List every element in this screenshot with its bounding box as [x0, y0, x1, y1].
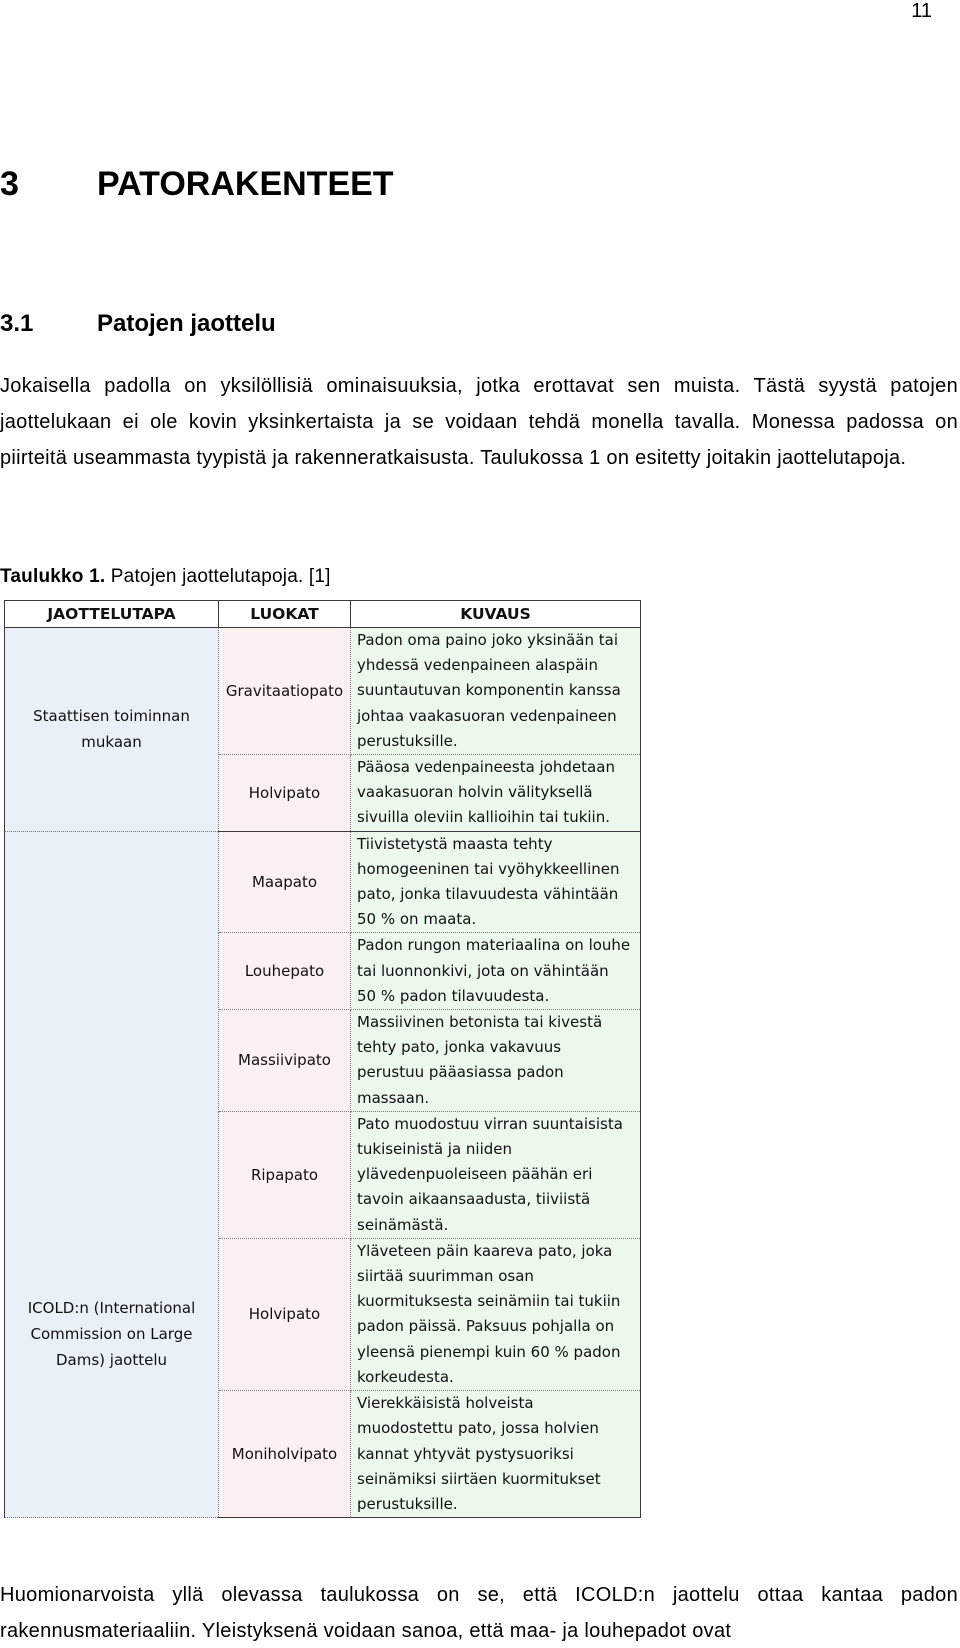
class-cell: Ripapato [219, 1111, 351, 1238]
table-row [5, 628, 641, 755]
section-title: Patojen jaottelu [97, 310, 276, 337]
description-cell [351, 628, 641, 755]
header-method: JAOTTELUTAPA [5, 601, 219, 628]
method-cell [5, 831, 219, 1517]
class-cell: Maapato [219, 831, 351, 933]
header-description: KUVAUS [351, 601, 641, 628]
class-cell: Gravitaatiopato [219, 628, 351, 755]
method-cell [5, 628, 219, 832]
method-text: Staattisen toiminnan mukaan [33, 707, 190, 752]
section-heading [0, 310, 276, 338]
description-text: Yläveteen päin kaareva pato, joka siirtää suurimman osan kuormituksesta seinämiin tai tukiin padon päissä. Paksuus pohjalla on yleensä pienempi kuin 60 % padon korkeudesta. [357, 1241, 621, 1386]
description-cell [351, 1010, 641, 1112]
page-number: 11 [911, 0, 932, 22]
table-header-row [5, 601, 641, 628]
class-cell: Holvipato [219, 755, 351, 832]
description-text: Massiivinen betonista tai kivestä tehty pato, jonka vakavuus perustuu pääasiassa padon massaan. [357, 1013, 603, 1107]
section-number: 3.1 [0, 310, 34, 337]
chapter-number: 3 [0, 165, 19, 203]
class-cell: Holvipato [219, 1238, 351, 1390]
description-text: Padon rungon materiaalina on louhe tai luonnonkivi, jota on vähintään 50 % padon tilavuudesta. [357, 936, 631, 1005]
table-row [5, 831, 641, 933]
method-text: ICOLD:n (International Commission on Large Dams) jaottelu [27, 1299, 196, 1370]
dam-classification-table [4, 600, 641, 1518]
description-text: Tiivistetystä maasta tehty homogeeninen tai vyöhykkeellinen pato, jonka tilavuudesta vähintään 50 % on maata. [357, 834, 620, 929]
description-text: Padon oma paino joko yksinään tai yhdessä vedenpaineen alaspäin suuntautuvan komponentin kanssa johtaa vaakasuoran vedenpaineen perustuksille. [357, 631, 621, 750]
class-cell: Louhepato [219, 933, 351, 1010]
bottom-paragraph: Huomionarvoista yllä olevassa taulukossa on se, että ICOLD:n jaottelu ottaa kantaa padon rakennusmateriaaliin. Yleistyksenä voidaan sanoa, että maa- ja louhepadot ovat [0, 1584, 958, 1642]
caption-label: Taulukko 1. [0, 566, 106, 587]
description-cell [351, 755, 641, 832]
description-text: Vierekkäisistä holveista muodostettu pato, jossa holvien kannat yhtyvät pystysuoriksi seinämiksi siirtäen kuormitukset perustuksille. [357, 1394, 601, 1513]
description-cell [351, 933, 641, 1010]
chapter-title: PATORAKENTEET [97, 165, 394, 203]
intro-paragraph: Jokaisella padolla on yksilöllisiä ominaisuuksia, jotka erottavat sen muista. Tästä syystä patojen jaottelukaan ei ole kovin yksinkertaista ja se voidaan tehdä monella tavalla. Monessa padossa on piirteitä useammasta tyypistä ja rakenneratkaisusta. Taulukossa 1 on esitetty joitakin jaottelutapoja. [0, 375, 958, 469]
class-cell: Moniholvipato [219, 1391, 351, 1518]
class-cell: Massiivipato [219, 1010, 351, 1112]
description-cell [351, 1111, 641, 1238]
header-classes: LUOKAT [219, 601, 351, 628]
description-cell [351, 1391, 641, 1518]
description-cell [351, 1238, 641, 1390]
chapter-heading [0, 165, 394, 204]
caption-text: Patojen jaottelutapoja. [1] [105, 566, 331, 587]
description-text: Pato muodostuu virran suuntaisista tukiseinistä ja niiden ylävedenpuoleiseen päähän eri tavoin aikaansaadusta, tiiviistä seinämästä. [357, 1114, 623, 1234]
description-cell [351, 831, 641, 933]
table-caption [0, 566, 331, 588]
description-text: Pääosa vedenpaineesta johdetaan vaakasuoran holvin välityksellä sivuilla oleviin kallioihin tai tukiin. [357, 758, 615, 827]
